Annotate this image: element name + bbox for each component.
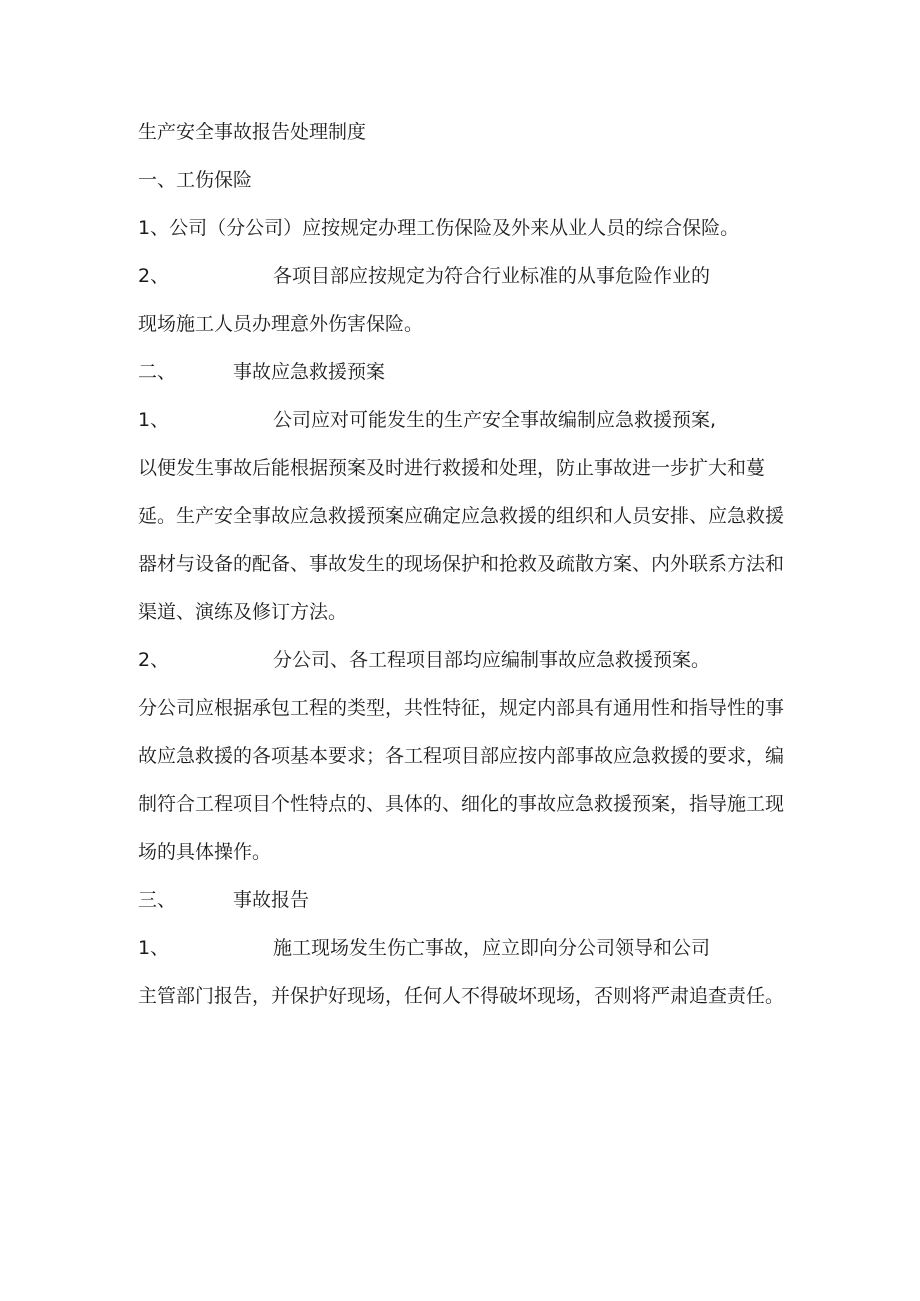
section-2-item-1-first-line [138,396,798,444]
section-3-item-1-first-line [138,924,798,972]
section-heading-3 [138,876,798,924]
section-1-item-2-continuation: 现场施工人员办理意外伤害保险。 [138,313,424,335]
item-text: 施工现场发生伤亡事故，应立即向分公司领导和公司 [273,937,711,959]
section-number: 三、 [138,889,177,911]
item-text: 分公司、各工程项目部均应编制事故应急救援预案。 [273,649,711,671]
section-2-item-2-first-line [138,636,798,684]
section-3-item-1-continuation: 主管部门报告，并保护好现场，任何人不得破坏现场，否则将严肃追查责任。 [138,985,785,1007]
section-heading-1: 一、工伤保险 [138,169,253,191]
item-text: 公司应对可能发生的生产安全事故编制应急救援预案, [273,409,717,431]
document-title: 生产安全事故报告处理制度 [138,121,367,143]
section-heading-2 [138,348,798,396]
item-number: 1、 [138,409,170,431]
section-2-item-2-continuation: 分公司应根据承包工程的类型，共性特征，规定内部具有通用性和指导性的事故应急救援的各项基本要求；各工程项目部应按内部事故应急救援的要求，编制符合工程项目个性特点的、具体的、细化的事故应急救援预案，指导施工现场的具体操作。 [138,697,785,863]
section-title: 事故应急救援预案 [233,361,386,383]
item-number: 1、 [138,937,170,959]
section-number: 二、 [138,361,177,383]
section-2-item-1-continuation: 以便发生事故后能根据预案及时进行救援和处理，防止事故进一步扩大和蔓延。生产安全事故应急救援预案应确定应急救援的组织和人员安排、应急救援器材与设备的配备、事故发生的现场保护和抢救及疏散方案、内外联系方法和渠道、演练及修订方法。 [138,457,785,623]
section-title: 事故报告 [233,889,310,911]
item-text: 各项目部应按规定为符合行业标准的从事危险作业的 [273,265,711,287]
section-1-item-1: 1、公司（分公司）应按规定办理工伤保险及外来从业人员的综合保险。 [138,217,740,239]
section-1-item-2-first-line [138,252,798,300]
item-number: 2、 [138,265,170,287]
item-number: 2、 [138,649,170,671]
document-body [138,108,798,1020]
